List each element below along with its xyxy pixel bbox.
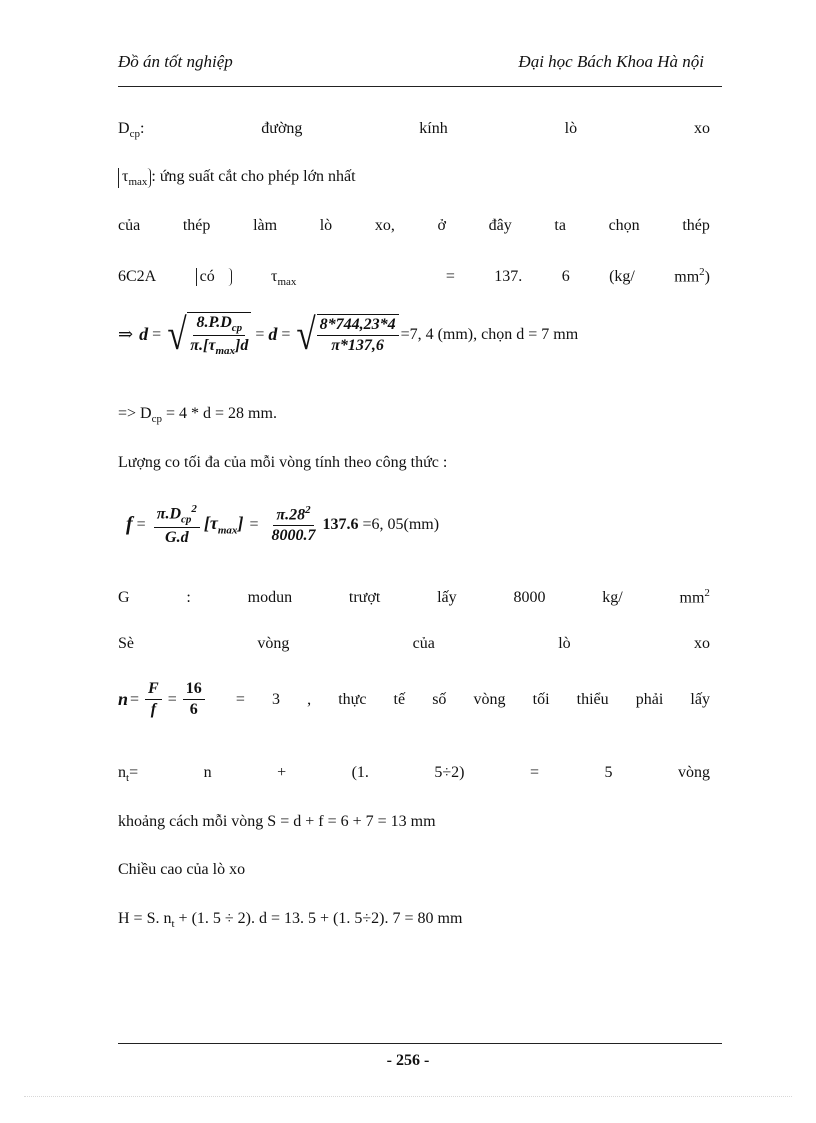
line-coil-count-title: Sè vòng của lò xo [118, 635, 710, 652]
line-dcp-result: => $D_{cp} = 4 * d = 28$ mm. [118, 405, 277, 426]
line-height-result: H = S. $n_t + (1$. 5 ÷ 2). d = 13. 5 + (1. 5÷2). 7 = 80 mm [118, 910, 463, 931]
header-left: Đồ án tốt nghiệp [118, 52, 233, 71]
line-height-title: Chiều cao của lò xo [118, 861, 246, 878]
formula-coil-count: n = $\frac{F}{f}$ = $\frac{16}{6}$ = 3 , thực tế số vòng tối thiểu phải lấy [118, 680, 710, 718]
line-6c2a: 6C2A có $\tau_{max}$ = 137. 6 (kg/ $mm^2$) [118, 266, 710, 289]
line-coil-spacing: khoảng cách mỗi vòng S = d + f = 6 + 7 = 13 mm [118, 813, 436, 830]
header-rule [118, 86, 722, 87]
page-number: - 256 - [386, 1052, 430, 1069]
line-total-coils: $n_t=$ n + (1. 5÷2) = 5 vòng [118, 764, 710, 785]
bottom-dotted-line [24, 1096, 792, 1097]
header-right: Đại học Bách Khoa Hà nội [518, 52, 704, 71]
line-shear-modulus: G : modun trượt lấy 8000 kg/ $mm^2$ [118, 587, 710, 607]
footer-rule [118, 1043, 722, 1044]
line-compression-intro: Lượng co tối đa của mỗi vòng tính theo công thức : [118, 454, 448, 471]
formula-compression: f = $\frac{\pi.D_{cp}^2}{G.d}$ $[\tau_{max}]$ = $\frac{\pi.28^2}{8000.7}$ 137.6 =6, 05(mm) [126, 503, 440, 546]
line-dcp-definition: $D_{cp}$: đường kính lò xo [118, 120, 710, 141]
formula-wire-diameter: ⇒ d = √ $\frac{8.P.D_{cp}}{\pi.[\tau_{max}]d}$ = d = √ $\frac{8*744,23*4}{\pi*137,6}$ =7, 4 (mm), chọn d = 7 mm [118, 309, 579, 359]
line-tau-definition: $\tau_{max}$ : ứng suất cắt cho phép lớn nhất [118, 168, 710, 188]
line-steel-choice: của thép làm lò xo, ở đây ta chọn thép [118, 217, 710, 234]
